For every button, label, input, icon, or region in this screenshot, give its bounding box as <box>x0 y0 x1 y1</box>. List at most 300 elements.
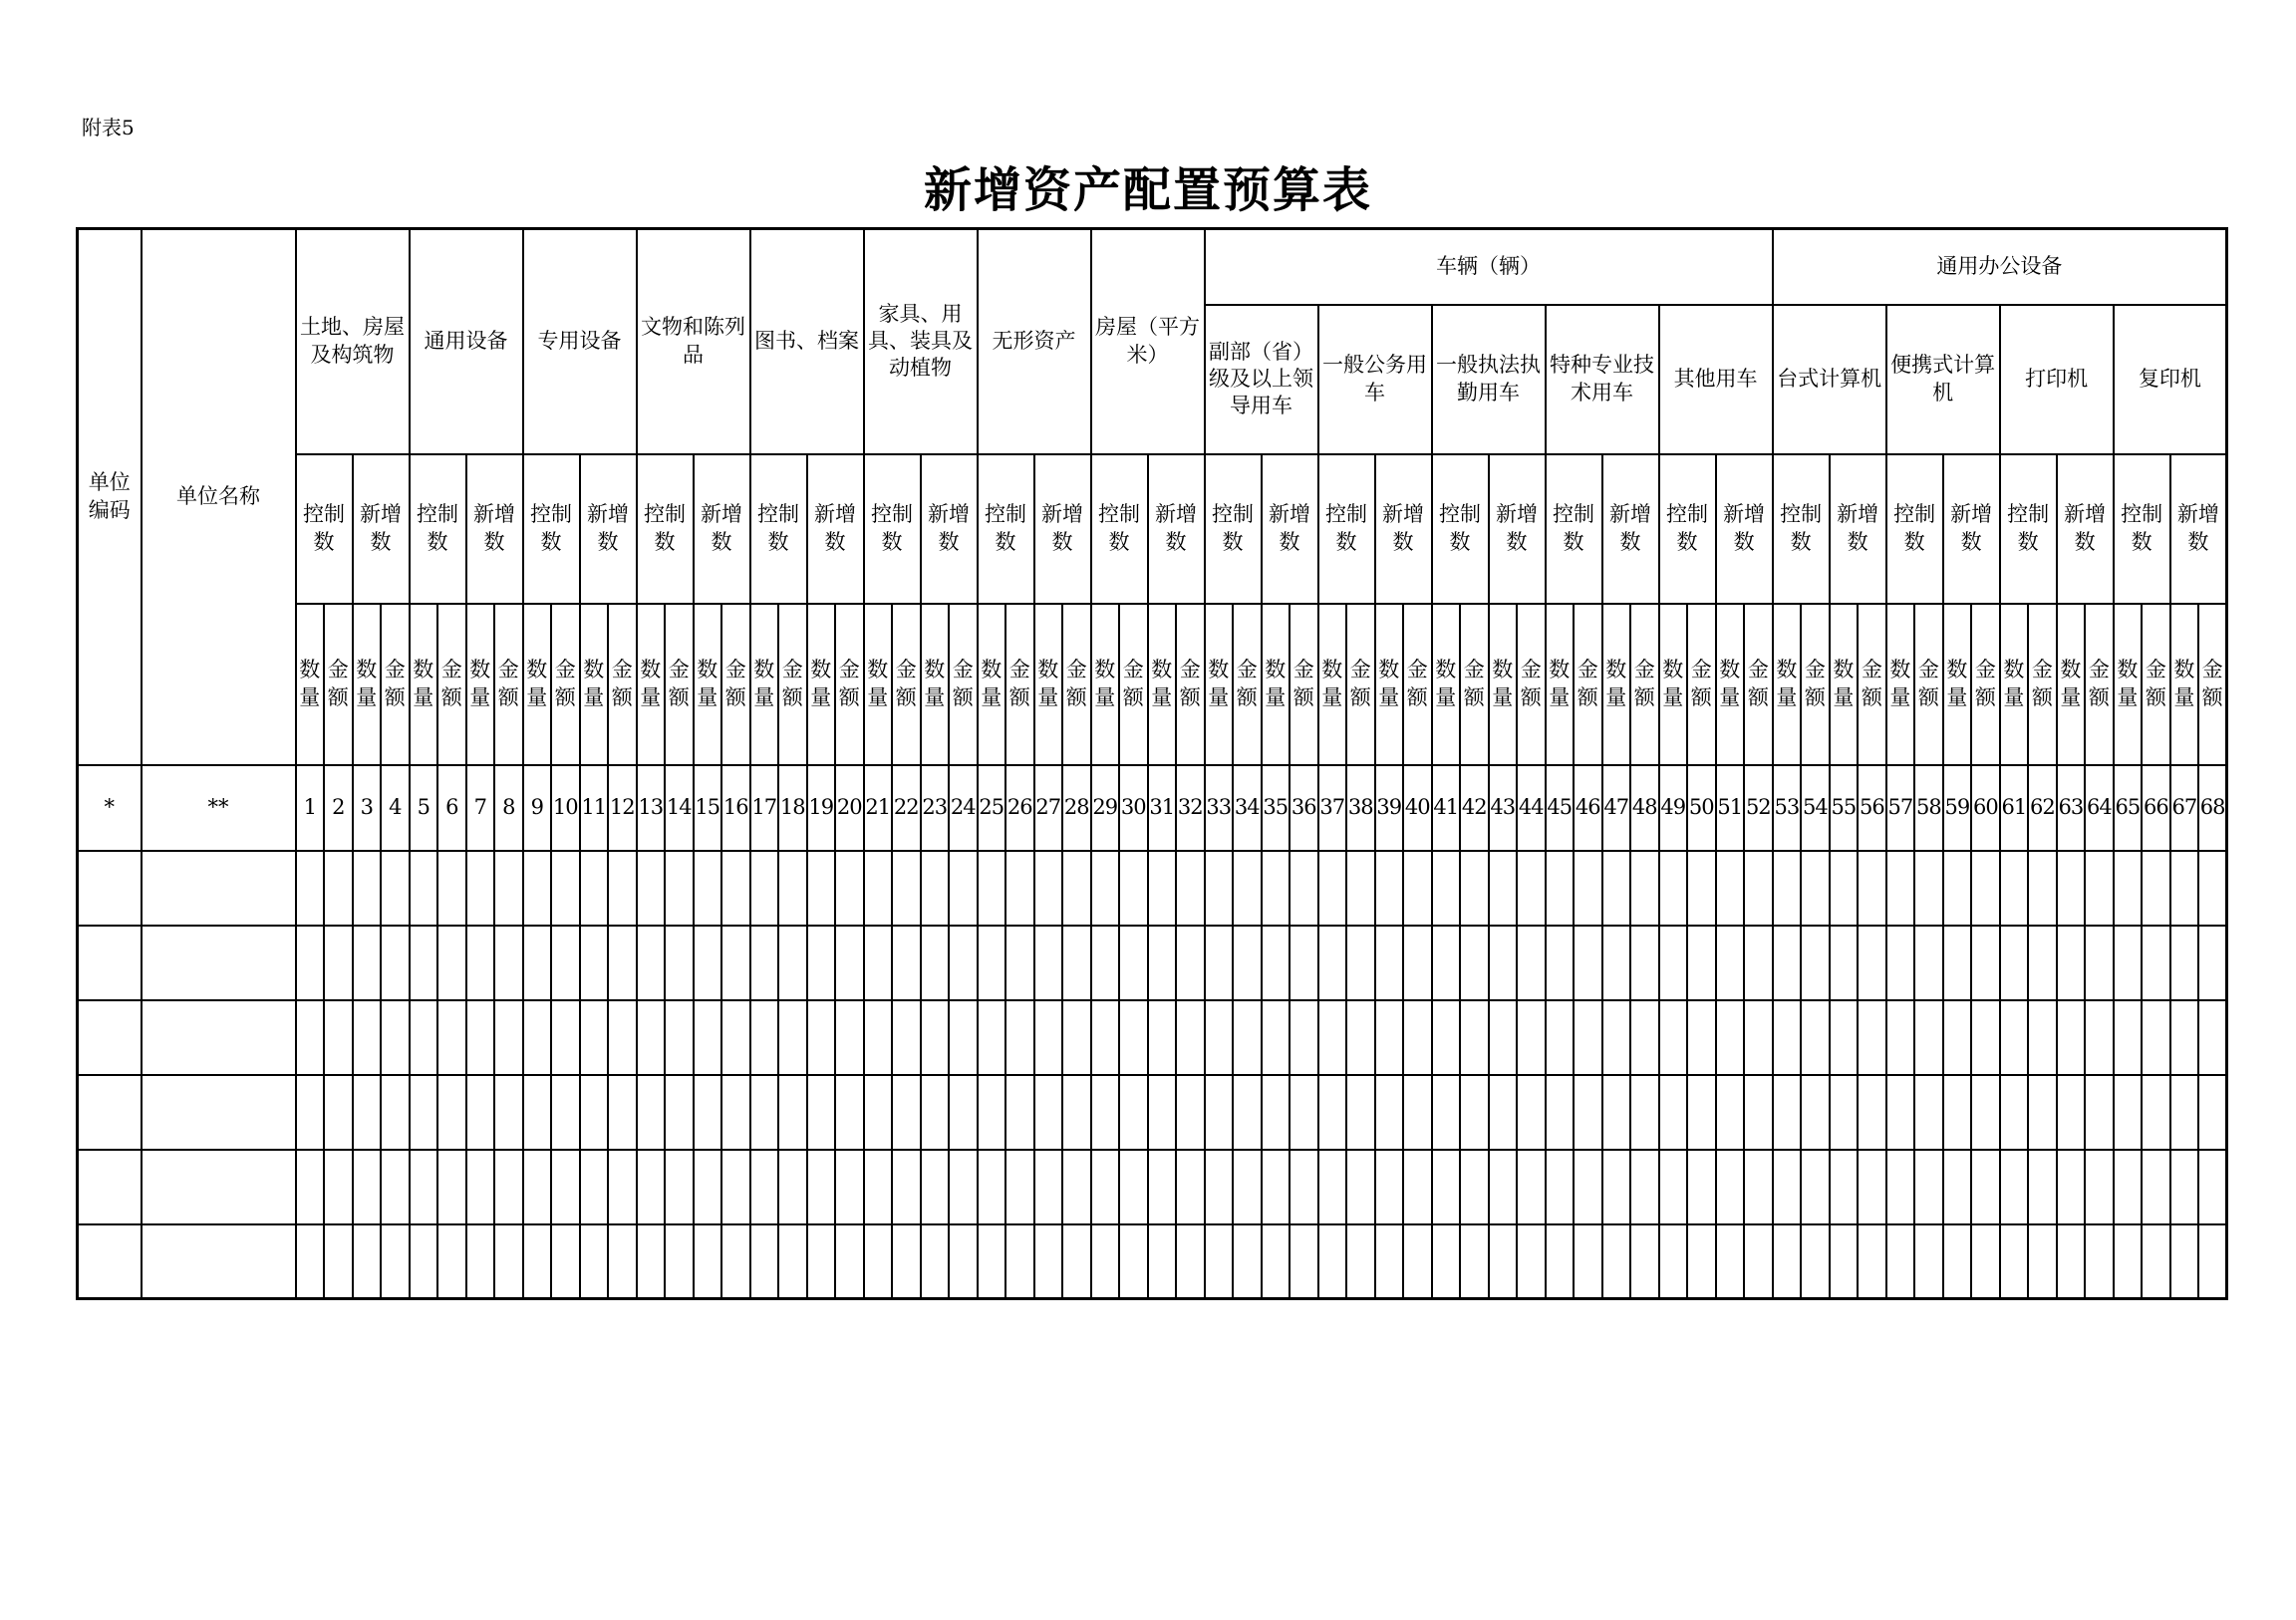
table-cell[interactable] <box>2114 1075 2143 1150</box>
table-cell[interactable] <box>1943 1075 1972 1150</box>
table-cell[interactable] <box>978 1150 1006 1224</box>
table-cell[interactable] <box>1517 1075 1546 1150</box>
table-cell[interactable] <box>978 1000 1006 1075</box>
table-cell[interactable] <box>142 1075 296 1150</box>
table-cell[interactable] <box>1744 1150 1773 1224</box>
table-cell[interactable] <box>608 1224 637 1299</box>
table-cell[interactable] <box>1176 1150 1205 1224</box>
table-cell[interactable] <box>1091 926 1120 1000</box>
table-cell[interactable] <box>2170 1075 2199 1150</box>
table-cell[interactable] <box>1716 1000 1745 1075</box>
table-cell[interactable] <box>1403 1000 1432 1075</box>
table-cell[interactable] <box>381 851 410 926</box>
table-cell[interactable] <box>1602 1075 1631 1150</box>
table-cell[interactable] <box>1005 926 1034 1000</box>
table-cell[interactable] <box>580 1224 609 1299</box>
table-cell[interactable] <box>324 1000 353 1075</box>
table-cell[interactable] <box>921 1000 950 1075</box>
table-cell[interactable] <box>2142 851 2170 926</box>
table-cell[interactable] <box>665 1150 694 1224</box>
table-cell[interactable] <box>1517 1150 1546 1224</box>
table-cell[interactable] <box>1943 1000 1972 1075</box>
table-cell[interactable] <box>410 926 438 1000</box>
table-cell[interactable] <box>580 1075 609 1150</box>
table-cell[interactable] <box>1346 1224 1375 1299</box>
table-cell[interactable] <box>1602 851 1631 926</box>
table-cell[interactable] <box>637 1150 666 1224</box>
table-cell[interactable] <box>494 1075 523 1150</box>
table-cell[interactable] <box>778 1000 807 1075</box>
table-cell[interactable] <box>78 1000 142 1075</box>
table-cell[interactable] <box>1574 1224 1602 1299</box>
table-cell[interactable] <box>1630 1150 1659 1224</box>
table-cell[interactable] <box>1205 1224 1234 1299</box>
table-cell[interactable] <box>1830 1224 1859 1299</box>
table-cell[interactable] <box>2198 851 2227 926</box>
table-cell[interactable] <box>892 1000 921 1075</box>
table-cell[interactable] <box>807 1150 836 1224</box>
table-cell[interactable] <box>978 926 1006 1000</box>
table-cell[interactable] <box>1574 1150 1602 1224</box>
table-cell[interactable] <box>410 1000 438 1075</box>
table-cell[interactable] <box>864 851 893 926</box>
table-cell[interactable] <box>1773 1000 1802 1075</box>
table-cell[interactable] <box>1005 1075 1034 1150</box>
table-cell[interactable] <box>1375 926 1404 1000</box>
table-cell[interactable] <box>835 1000 864 1075</box>
table-cell[interactable] <box>1034 1224 1063 1299</box>
table-cell[interactable] <box>1630 926 1659 1000</box>
table-cell[interactable] <box>2085 1000 2114 1075</box>
table-cell[interactable] <box>1858 1075 1886 1150</box>
table-cell[interactable] <box>1830 1000 1859 1075</box>
table-cell[interactable] <box>523 1224 552 1299</box>
table-cell[interactable] <box>1205 1000 1234 1075</box>
table-cell[interactable] <box>1119 1224 1148 1299</box>
table-cell[interactable] <box>1034 1000 1063 1075</box>
table-cell[interactable] <box>466 851 495 926</box>
table-cell[interactable] <box>1630 1000 1659 1075</box>
table-cell[interactable] <box>1432 851 1461 926</box>
table-cell[interactable] <box>721 851 750 926</box>
table-cell[interactable] <box>580 1150 609 1224</box>
table-cell[interactable] <box>864 1000 893 1075</box>
table-cell[interactable] <box>1460 1224 1489 1299</box>
table-cell[interactable] <box>1119 1000 1148 1075</box>
table-cell[interactable] <box>1630 851 1659 926</box>
table-cell[interactable] <box>2170 851 2199 926</box>
table-cell[interactable] <box>1148 926 1177 1000</box>
table-cell[interactable] <box>2142 1075 2170 1150</box>
table-cell[interactable] <box>381 1224 410 1299</box>
table-cell[interactable] <box>608 1075 637 1150</box>
table-cell[interactable] <box>1971 1150 2000 1224</box>
table-cell[interactable] <box>949 1224 978 1299</box>
table-cell[interactable] <box>665 1075 694 1150</box>
table-cell[interactable] <box>1914 1150 1943 1224</box>
table-cell[interactable] <box>142 851 296 926</box>
table-cell[interactable] <box>1375 1150 1404 1224</box>
table-cell[interactable] <box>1914 1000 1943 1075</box>
table-cell[interactable] <box>1062 926 1091 1000</box>
table-cell[interactable] <box>665 1224 694 1299</box>
table-cell[interactable] <box>1432 1075 1461 1150</box>
table-cell[interactable] <box>353 1224 382 1299</box>
table-cell[interactable] <box>1403 1224 1432 1299</box>
table-cell[interactable] <box>1830 1075 1859 1150</box>
table-cell[interactable] <box>1943 926 1972 1000</box>
table-cell[interactable] <box>1659 851 1688 926</box>
table-cell[interactable] <box>437 1150 466 1224</box>
table-cell[interactable] <box>1687 926 1716 1000</box>
table-cell[interactable] <box>2114 1150 2143 1224</box>
table-cell[interactable] <box>2028 926 2057 1000</box>
table-cell[interactable] <box>1602 926 1631 1000</box>
table-cell[interactable] <box>353 1075 382 1150</box>
table-cell[interactable] <box>1034 1150 1063 1224</box>
table-cell[interactable] <box>1687 1224 1716 1299</box>
table-cell[interactable] <box>1943 851 1972 926</box>
table-cell[interactable] <box>1119 1150 1148 1224</box>
table-cell[interactable] <box>1546 1000 1575 1075</box>
table-cell[interactable] <box>1830 926 1859 1000</box>
table-cell[interactable] <box>296 1150 325 1224</box>
table-cell[interactable] <box>1971 926 2000 1000</box>
table-cell[interactable] <box>1091 1000 1120 1075</box>
table-cell[interactable] <box>2000 1075 2029 1150</box>
table-cell[interactable] <box>778 1150 807 1224</box>
table-cell[interactable] <box>949 1150 978 1224</box>
table-cell[interactable] <box>142 1224 296 1299</box>
table-cell[interactable] <box>78 1150 142 1224</box>
table-cell[interactable] <box>2057 926 2086 1000</box>
table-cell[interactable] <box>2000 1000 2029 1075</box>
table-cell[interactable] <box>608 1000 637 1075</box>
table-cell[interactable] <box>1630 1224 1659 1299</box>
table-cell[interactable] <box>835 1075 864 1150</box>
table-cell[interactable] <box>949 1075 978 1150</box>
table-cell[interactable] <box>1801 926 1830 1000</box>
table-cell[interactable] <box>324 851 353 926</box>
table-cell[interactable] <box>1716 926 1745 1000</box>
table-cell[interactable] <box>1716 1150 1745 1224</box>
table-cell[interactable] <box>1233 1150 1262 1224</box>
table-cell[interactable] <box>1886 1075 1915 1150</box>
table-cell[interactable] <box>1034 851 1063 926</box>
table-cell[interactable] <box>523 851 552 926</box>
table-cell[interactable] <box>1205 926 1234 1000</box>
table-cell[interactable] <box>1574 1075 1602 1150</box>
table-cell[interactable] <box>2028 1224 2057 1299</box>
table-cell[interactable] <box>1744 851 1773 926</box>
table-cell[interactable] <box>1602 1000 1631 1075</box>
table-cell[interactable] <box>1971 1075 2000 1150</box>
table-cell[interactable] <box>2000 926 2029 1000</box>
table-cell[interactable] <box>1346 851 1375 926</box>
table-cell[interactable] <box>2000 1150 2029 1224</box>
table-cell[interactable] <box>1318 1000 1347 1075</box>
table-cell[interactable] <box>2142 926 2170 1000</box>
table-cell[interactable] <box>1262 1150 1291 1224</box>
table-cell[interactable] <box>637 1000 666 1075</box>
table-cell[interactable] <box>353 851 382 926</box>
table-cell[interactable] <box>1659 926 1688 1000</box>
table-cell[interactable] <box>381 1075 410 1150</box>
table-cell[interactable] <box>2198 926 2227 1000</box>
table-cell[interactable] <box>1034 1075 1063 1150</box>
table-cell[interactable] <box>1375 851 1404 926</box>
table-cell[interactable] <box>296 851 325 926</box>
table-cell[interactable] <box>1546 926 1575 1000</box>
table-cell[interactable] <box>437 1000 466 1075</box>
table-cell[interactable] <box>1176 926 1205 1000</box>
table-cell[interactable] <box>2198 1224 2227 1299</box>
table-cell[interactable] <box>1062 1224 1091 1299</box>
table-cell[interactable] <box>1403 1075 1432 1150</box>
table-cell[interactable] <box>2142 1150 2170 1224</box>
table-cell[interactable] <box>466 1224 495 1299</box>
table-cell[interactable] <box>2085 1224 2114 1299</box>
table-cell[interactable] <box>410 1150 438 1224</box>
table-cell[interactable] <box>1290 1150 1318 1224</box>
table-cell[interactable] <box>835 851 864 926</box>
table-cell[interactable] <box>2000 1224 2029 1299</box>
table-cell[interactable] <box>1233 1224 1262 1299</box>
table-cell[interactable] <box>1375 1224 1404 1299</box>
table-cell[interactable] <box>381 1150 410 1224</box>
table-cell[interactable] <box>466 1075 495 1150</box>
table-cell[interactable] <box>494 1224 523 1299</box>
table-cell[interactable] <box>523 1075 552 1150</box>
table-cell[interactable] <box>864 1150 893 1224</box>
table-cell[interactable] <box>1801 1150 1830 1224</box>
table-cell[interactable] <box>807 1000 836 1075</box>
table-cell[interactable] <box>1914 926 1943 1000</box>
table-cell[interactable] <box>466 1150 495 1224</box>
table-cell[interactable] <box>1262 851 1291 926</box>
table-cell[interactable] <box>1233 851 1262 926</box>
table-cell[interactable] <box>1801 1075 1830 1150</box>
table-cell[interactable] <box>1716 1075 1745 1150</box>
table-cell[interactable] <box>694 1150 722 1224</box>
table-cell[interactable] <box>608 851 637 926</box>
table-cell[interactable] <box>750 851 779 926</box>
table-cell[interactable] <box>78 1075 142 1150</box>
table-cell[interactable] <box>1034 926 1063 1000</box>
table-cell[interactable] <box>437 1224 466 1299</box>
table-cell[interactable] <box>1801 1000 1830 1075</box>
table-cell[interactable] <box>1290 1224 1318 1299</box>
table-cell[interactable] <box>1262 1000 1291 1075</box>
table-cell[interactable] <box>921 1150 950 1224</box>
table-cell[interactable] <box>1858 851 1886 926</box>
table-cell[interactable] <box>410 1224 438 1299</box>
table-cell[interactable] <box>892 1150 921 1224</box>
table-cell[interactable] <box>1858 926 1886 1000</box>
table-cell[interactable] <box>721 1000 750 1075</box>
table-cell[interactable] <box>296 1000 325 1075</box>
table-cell[interactable] <box>2057 1000 2086 1075</box>
table-cell[interactable] <box>1602 1150 1631 1224</box>
table-cell[interactable] <box>1801 851 1830 926</box>
table-cell[interactable] <box>551 926 580 1000</box>
table-cell[interactable] <box>1290 1075 1318 1150</box>
table-cell[interactable] <box>1460 1150 1489 1224</box>
table-cell[interactable] <box>1744 1075 1773 1150</box>
table-cell[interactable] <box>949 926 978 1000</box>
table-cell[interactable] <box>2170 926 2199 1000</box>
table-cell[interactable] <box>978 1224 1006 1299</box>
table-cell[interactable] <box>949 851 978 926</box>
table-cell[interactable] <box>1176 851 1205 926</box>
table-cell[interactable] <box>2198 1000 2227 1075</box>
table-cell[interactable] <box>665 926 694 1000</box>
table-cell[interactable] <box>324 1224 353 1299</box>
table-cell[interactable] <box>1176 1075 1205 1150</box>
table-cell[interactable] <box>437 1075 466 1150</box>
table-cell[interactable] <box>1886 926 1915 1000</box>
table-cell[interactable] <box>1943 1150 1972 1224</box>
table-cell[interactable] <box>807 1224 836 1299</box>
table-cell[interactable] <box>807 851 836 926</box>
table-cell[interactable] <box>1574 1000 1602 1075</box>
table-cell[interactable] <box>721 1075 750 1150</box>
table-cell[interactable] <box>1489 1150 1518 1224</box>
table-cell[interactable] <box>494 1000 523 1075</box>
table-cell[interactable] <box>381 926 410 1000</box>
table-cell[interactable] <box>1914 1224 1943 1299</box>
table-cell[interactable] <box>2114 1000 2143 1075</box>
table-cell[interactable] <box>1716 1224 1745 1299</box>
table-cell[interactable] <box>1148 1000 1177 1075</box>
table-cell[interactable] <box>2170 1000 2199 1075</box>
table-cell[interactable] <box>1062 1075 1091 1150</box>
table-cell[interactable] <box>1744 926 1773 1000</box>
table-cell[interactable] <box>778 1224 807 1299</box>
table-cell[interactable] <box>1630 1075 1659 1150</box>
table-cell[interactable] <box>1205 1150 1234 1224</box>
table-cell[interactable] <box>494 926 523 1000</box>
table-cell[interactable] <box>1005 1150 1034 1224</box>
table-cell[interactable] <box>1773 926 1802 1000</box>
table-cell[interactable] <box>1318 1150 1347 1224</box>
table-cell[interactable] <box>324 926 353 1000</box>
table-cell[interactable] <box>437 926 466 1000</box>
table-cell[interactable] <box>296 926 325 1000</box>
table-cell[interactable] <box>466 926 495 1000</box>
table-cell[interactable] <box>2114 851 2143 926</box>
table-cell[interactable] <box>1432 1000 1461 1075</box>
table-cell[interactable] <box>1460 851 1489 926</box>
table-cell[interactable] <box>1517 1224 1546 1299</box>
table-cell[interactable] <box>921 926 950 1000</box>
table-cell[interactable] <box>1773 1150 1802 1224</box>
table-cell[interactable] <box>551 1075 580 1150</box>
table-cell[interactable] <box>353 1000 382 1075</box>
table-cell[interactable] <box>2085 1075 2114 1150</box>
table-cell[interactable] <box>2057 851 2086 926</box>
table-cell[interactable] <box>1432 926 1461 1000</box>
table-cell[interactable] <box>1687 1075 1716 1150</box>
table-cell[interactable] <box>1403 926 1432 1000</box>
table-cell[interactable] <box>637 851 666 926</box>
table-cell[interactable] <box>778 926 807 1000</box>
table-cell[interactable] <box>1262 1075 1291 1150</box>
table-cell[interactable] <box>2028 851 2057 926</box>
table-cell[interactable] <box>2198 1150 2227 1224</box>
table-cell[interactable] <box>2142 1000 2170 1075</box>
table-cell[interactable] <box>1290 1000 1318 1075</box>
table-cell[interactable] <box>1971 1000 2000 1075</box>
table-cell[interactable] <box>921 1075 950 1150</box>
table-cell[interactable] <box>523 926 552 1000</box>
table-cell[interactable] <box>1148 1075 1177 1150</box>
table-cell[interactable] <box>1886 1000 1915 1075</box>
table-cell[interactable] <box>1005 1000 1034 1075</box>
table-cell[interactable] <box>296 1224 325 1299</box>
table-cell[interactable] <box>2028 1075 2057 1150</box>
table-cell[interactable] <box>2057 1075 2086 1150</box>
table-cell[interactable] <box>1119 1075 1148 1150</box>
table-cell[interactable] <box>864 1075 893 1150</box>
table-cell[interactable] <box>296 1075 325 1150</box>
table-cell[interactable] <box>1290 851 1318 926</box>
table-cell[interactable] <box>1403 1150 1432 1224</box>
table-cell[interactable] <box>892 1075 921 1150</box>
table-cell[interactable] <box>1659 1075 1688 1150</box>
table-cell[interactable] <box>892 851 921 926</box>
table-cell[interactable] <box>1773 1224 1802 1299</box>
table-cell[interactable] <box>1489 926 1518 1000</box>
table-cell[interactable] <box>1432 1150 1461 1224</box>
table-cell[interactable] <box>835 926 864 1000</box>
table-cell[interactable] <box>551 851 580 926</box>
table-cell[interactable] <box>1318 926 1347 1000</box>
table-cell[interactable] <box>1119 926 1148 1000</box>
table-cell[interactable] <box>978 851 1006 926</box>
table-cell[interactable] <box>78 1224 142 1299</box>
table-cell[interactable] <box>1687 1150 1716 1224</box>
table-cell[interactable] <box>835 1224 864 1299</box>
table-cell[interactable] <box>721 926 750 1000</box>
table-cell[interactable] <box>1403 851 1432 926</box>
table-cell[interactable] <box>78 926 142 1000</box>
table-cell[interactable] <box>1886 851 1915 926</box>
table-cell[interactable] <box>1091 1224 1120 1299</box>
table-cell[interactable] <box>665 851 694 926</box>
table-cell[interactable] <box>437 851 466 926</box>
table-cell[interactable] <box>1148 1150 1177 1224</box>
table-cell[interactable] <box>1091 1075 1120 1150</box>
table-cell[interactable] <box>1346 1075 1375 1150</box>
table-cell[interactable] <box>1091 851 1120 926</box>
table-cell[interactable] <box>494 1150 523 1224</box>
table-cell[interactable] <box>1290 926 1318 1000</box>
table-cell[interactable] <box>637 1224 666 1299</box>
table-cell[interactable] <box>142 1000 296 1075</box>
table-cell[interactable] <box>807 926 836 1000</box>
table-cell[interactable] <box>551 1224 580 1299</box>
table-cell[interactable] <box>1602 1224 1631 1299</box>
table-cell[interactable] <box>1858 1150 1886 1224</box>
table-cell[interactable] <box>1005 851 1034 926</box>
table-cell[interactable] <box>1659 1000 1688 1075</box>
table-cell[interactable] <box>637 926 666 1000</box>
table-cell[interactable] <box>78 851 142 926</box>
table-cell[interactable] <box>1233 1075 1262 1150</box>
table-cell[interactable] <box>1005 1224 1034 1299</box>
table-cell[interactable] <box>1858 1224 1886 1299</box>
